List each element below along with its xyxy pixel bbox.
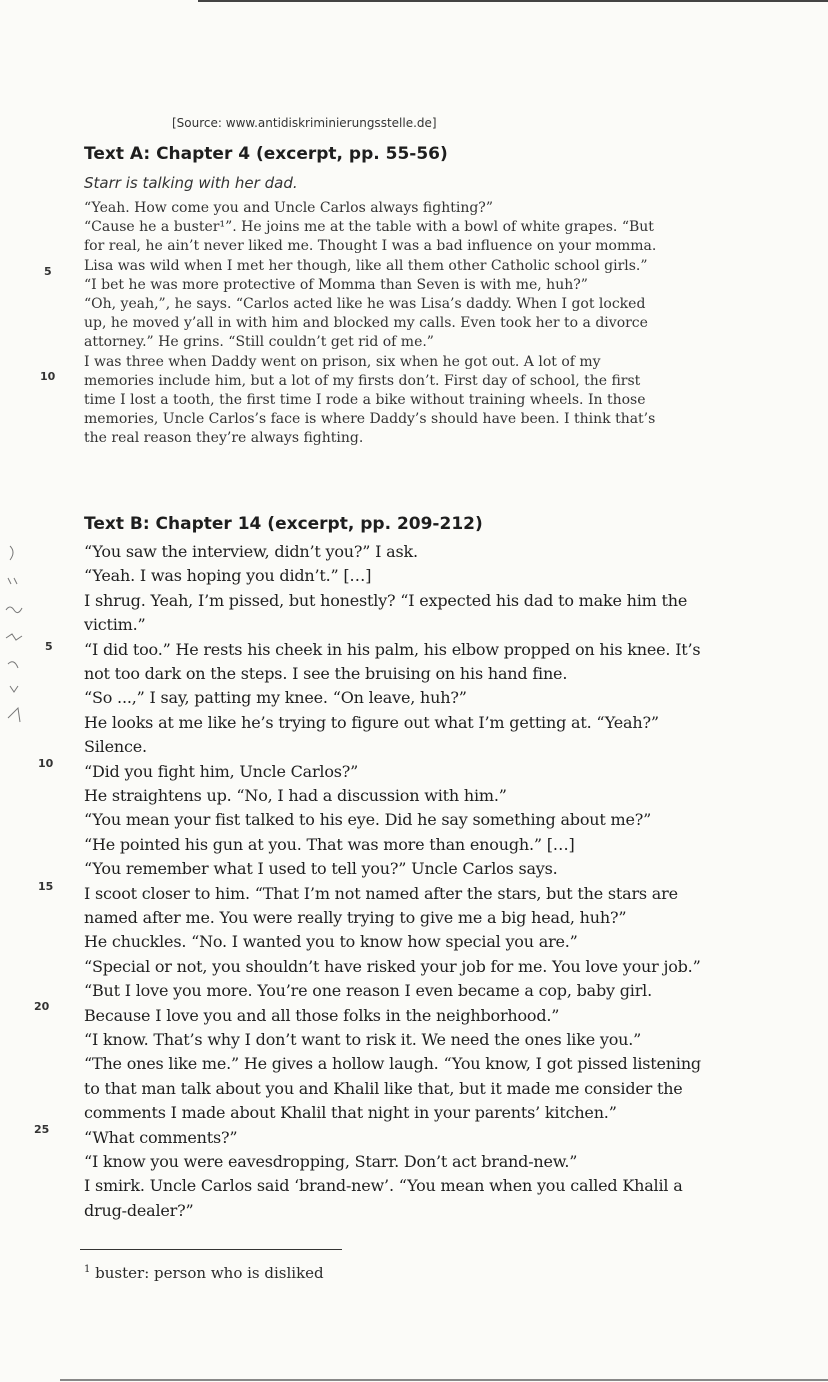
text-line: Lisa was wild when I met her though, like all them other Catholic school girls.” [84,257,648,274]
line-number: 15 [38,880,54,893]
text-line: “Yeah. How come you and Uncle Carlos always fighting?” [84,200,493,216]
text-line: “You mean your fist talked to his eye. Did he say something about me?” [84,810,652,830]
text-a-heading: Text A: Chapter 4 (excerpt, pp. 55-56) [84,144,448,164]
text-line: He straightens up. “No, I had a discussion with him.” [84,786,507,805]
text-line: memories, Uncle Carlos’s face is where Daddy’s should have been. I think that’s [84,411,656,428]
line-number: 5 [44,265,52,278]
text-line: comments I made about Khalil that night in your parents’ kitchen.” [84,1103,617,1123]
text-line: “Yeah. I was hoping you didn’t.” […] [84,566,372,586]
text-line: named after me. You were really trying to give me a big head, huh?” [84,908,627,927]
text-line: I was three when Daddy went on prison, six when he got out. A lot of my [84,353,601,370]
text-line: Because I love you and all those folks in the neighborhood.” [84,1005,560,1025]
text-line: I shrug. Yeah, I’m pissed, but honestly? “I expected his dad to make him the [84,590,688,610]
text-line: drug-dealer?” [84,1200,194,1220]
text-line: I smirk. Uncle Carlos said ‘brand-new’. “You mean when you called Khalil a [84,1176,683,1196]
footnote-text: buster: person who is disliked [95,1264,324,1282]
source-citation: [Source: www.antidiskriminierungsstelle.de] [172,116,437,130]
text-line: “So ...,” I say, patting my knee. “On leave, huh?” [84,688,467,708]
line-number: 10 [40,370,56,383]
text-line: “I did too.” He rests his cheek in his palm, his elbow propped on his knee. It’s [84,639,701,659]
text-line: “Special or not, you shouldn’t have risked your job for me. You love your job.” [84,956,701,976]
text-line: “He pointed his gun at you. That was more than enough.” […] [84,834,575,854]
top-rule [198,0,828,2]
text-line: I scoot closer to him. “That I’m not named after the stars, but the stars are [84,883,678,903]
text-line: “I know you were eavesdropping, Starr. Don’t act brand-new.” [84,1152,578,1171]
text-line: “But I love you more. You’re one reason I even became a cop, baby girl. [84,981,652,1001]
text-line: “I bet he was more protective of Momma than Seven is with me, huh?” [84,276,588,293]
text-line: “You saw the interview, didn’t you?” I ask. [84,542,418,561]
line-number: 10 [38,757,54,770]
text-line: attorney.” He grins. “Still couldn’t get rid of me.” [84,334,434,351]
text-line: time I lost a tooth, the first time I rode a bike without training wheels. In those [84,392,646,408]
text-line: not too dark on the steps. I see the bruising on his hand fine. [84,664,568,683]
text-line: “You remember what I used to tell you?” Uncle Carlos says. [84,859,558,879]
text-line: He chuckles. “No. I wanted you to know how special you are.” [84,932,578,952]
line-number: 25 [34,1123,50,1136]
footnote-number: 1 [84,1264,91,1275]
text-line: victim.” [84,615,146,635]
text-line: memories include him, but a lot of my firsts don’t. First day of school, the first [84,372,641,389]
text-line: Silence. [84,737,147,757]
line-number: 5 [45,640,53,653]
text-line: for real, he ain’t never liked me. Thought I was a bad influence on your momma. [84,238,657,255]
text-line: up, he moved y’all in with him and blocked my calls. Even took her to a divorce [84,315,648,332]
footnote-rule [80,1249,342,1250]
text-line: “Cause he a buster¹”. He joins me at the table with a bowl of white grapes. “But [84,219,654,236]
text-line: He looks at me like he’s trying to figure out what I’m getting at. “Yeah?” [84,712,659,732]
handwritten-margin-marks [0,540,60,740]
bottom-rule [60,1379,828,1381]
text-line: “I know. That’s why I don’t want to risk it. We need the ones like you.” [84,1030,642,1049]
text-line: “What comments?” [84,1127,238,1147]
text-line: “The ones like me.” He gives a hollow laugh. “You know, I got pissed listening [84,1054,701,1074]
text-a-subtitle: Starr is talking with her dad. [84,174,298,192]
footnote [84,1264,324,1282]
text-b-heading: Text B: Chapter 14 (excerpt, pp. 209-212) [84,514,483,534]
text-line: the real reason they’re always fighting. [84,430,364,447]
text-line: “Did you fight him, Uncle Carlos?” [84,761,359,781]
line-number: 20 [34,1000,50,1013]
text-line: to that man talk about you and Khalil like that, but it made me consider the [84,1078,683,1098]
text-line: “Oh, yeah,”, he says. “Carlos acted like he was Lisa’s daddy. When I got locked [84,296,646,312]
